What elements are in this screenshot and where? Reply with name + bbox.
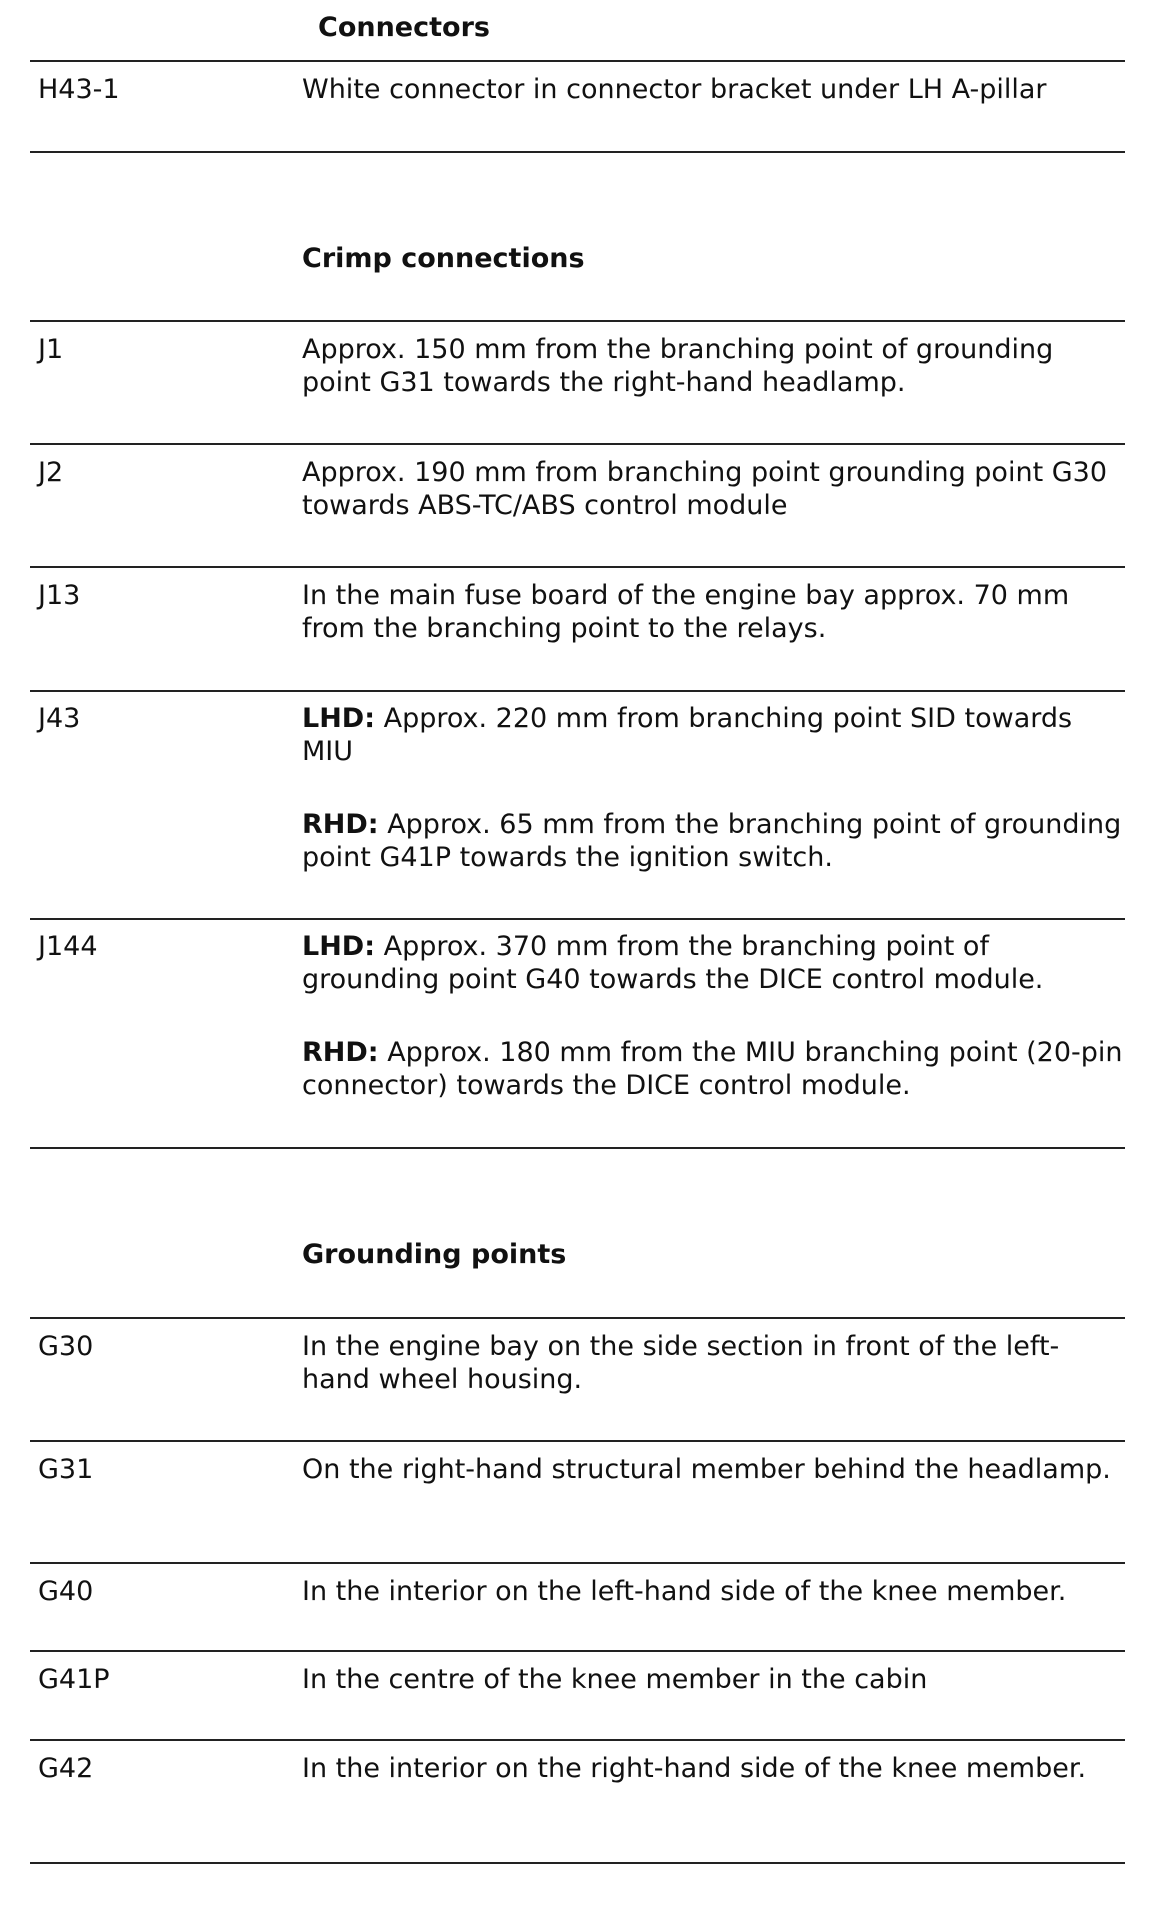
divider (30, 1650, 1125, 1652)
section-title-connectors: Connectors (318, 12, 490, 43)
row-code: G40 (38, 1576, 94, 1607)
rhd-note: RHD: Approx. 65 mm from the branching point of grounding point G41P towards the ignition switch. (302, 809, 1122, 873)
row-description: In the main fuse board of the engine bay approx. 70 mm from the branching point to the relays. (302, 580, 1070, 644)
row-code: G31 (38, 1454, 94, 1485)
row-description: Approx. 150 mm from the branching point of grounding point G31 towards the right-hand headlamp. (302, 334, 1054, 398)
row-code: G30 (38, 1331, 94, 1362)
divider (30, 690, 1125, 692)
row-code: J2 (38, 457, 64, 488)
row-description: In the centre of the knee member in the cabin (302, 1664, 928, 1695)
row-code: G41P (38, 1664, 110, 1695)
row-description: In the interior on the right-hand side of the knee member. (302, 1753, 1087, 1784)
row-code: J13 (38, 580, 81, 611)
section-title-crimp-connections: Crimp connections (302, 243, 585, 274)
divider (30, 1317, 1125, 1319)
row-description: On the right-hand structural member behind the headlamp. (302, 1454, 1111, 1485)
lhd-note: LHD: Approx. 220 mm from branching point SID towards MIU (302, 703, 1073, 767)
divider (30, 443, 1125, 445)
divider (30, 1739, 1125, 1741)
rhd-note: RHD: Approx. 180 mm from the MIU branching point (20-pin connector) towards the DICE control module. (302, 1037, 1123, 1101)
divider (30, 60, 1125, 62)
row-description: Approx. 190 mm from branching point grounding point G30 towards ABS-TC/ABS control module (302, 457, 1108, 521)
row-description (302, 930, 1124, 1102)
row-description (302, 702, 1124, 874)
section-title-grounding-points: Grounding points (302, 1239, 567, 1270)
divider (30, 320, 1125, 322)
divider (30, 1440, 1125, 1442)
divider (30, 1147, 1125, 1149)
row-code: J1 (38, 334, 64, 365)
row-code: J144 (38, 931, 98, 962)
row-code: H43-1 (38, 74, 120, 105)
row-description: White connector in connector bracket under LH A-pillar (302, 74, 1047, 105)
divider (30, 566, 1125, 568)
divider (30, 1862, 1125, 1864)
row-description: In the engine bay on the side section in front of the left-hand wheel housing. (302, 1331, 1060, 1395)
row-code: G42 (38, 1753, 94, 1784)
row-description: In the interior on the left-hand side of the knee member. (302, 1576, 1067, 1607)
divider (30, 918, 1125, 920)
divider (30, 1562, 1125, 1564)
lhd-note: LHD: Approx. 370 mm from the branching point of grounding point G40 towards the DICE control module. (302, 931, 1044, 995)
divider (30, 151, 1125, 153)
row-code: J43 (38, 703, 81, 734)
